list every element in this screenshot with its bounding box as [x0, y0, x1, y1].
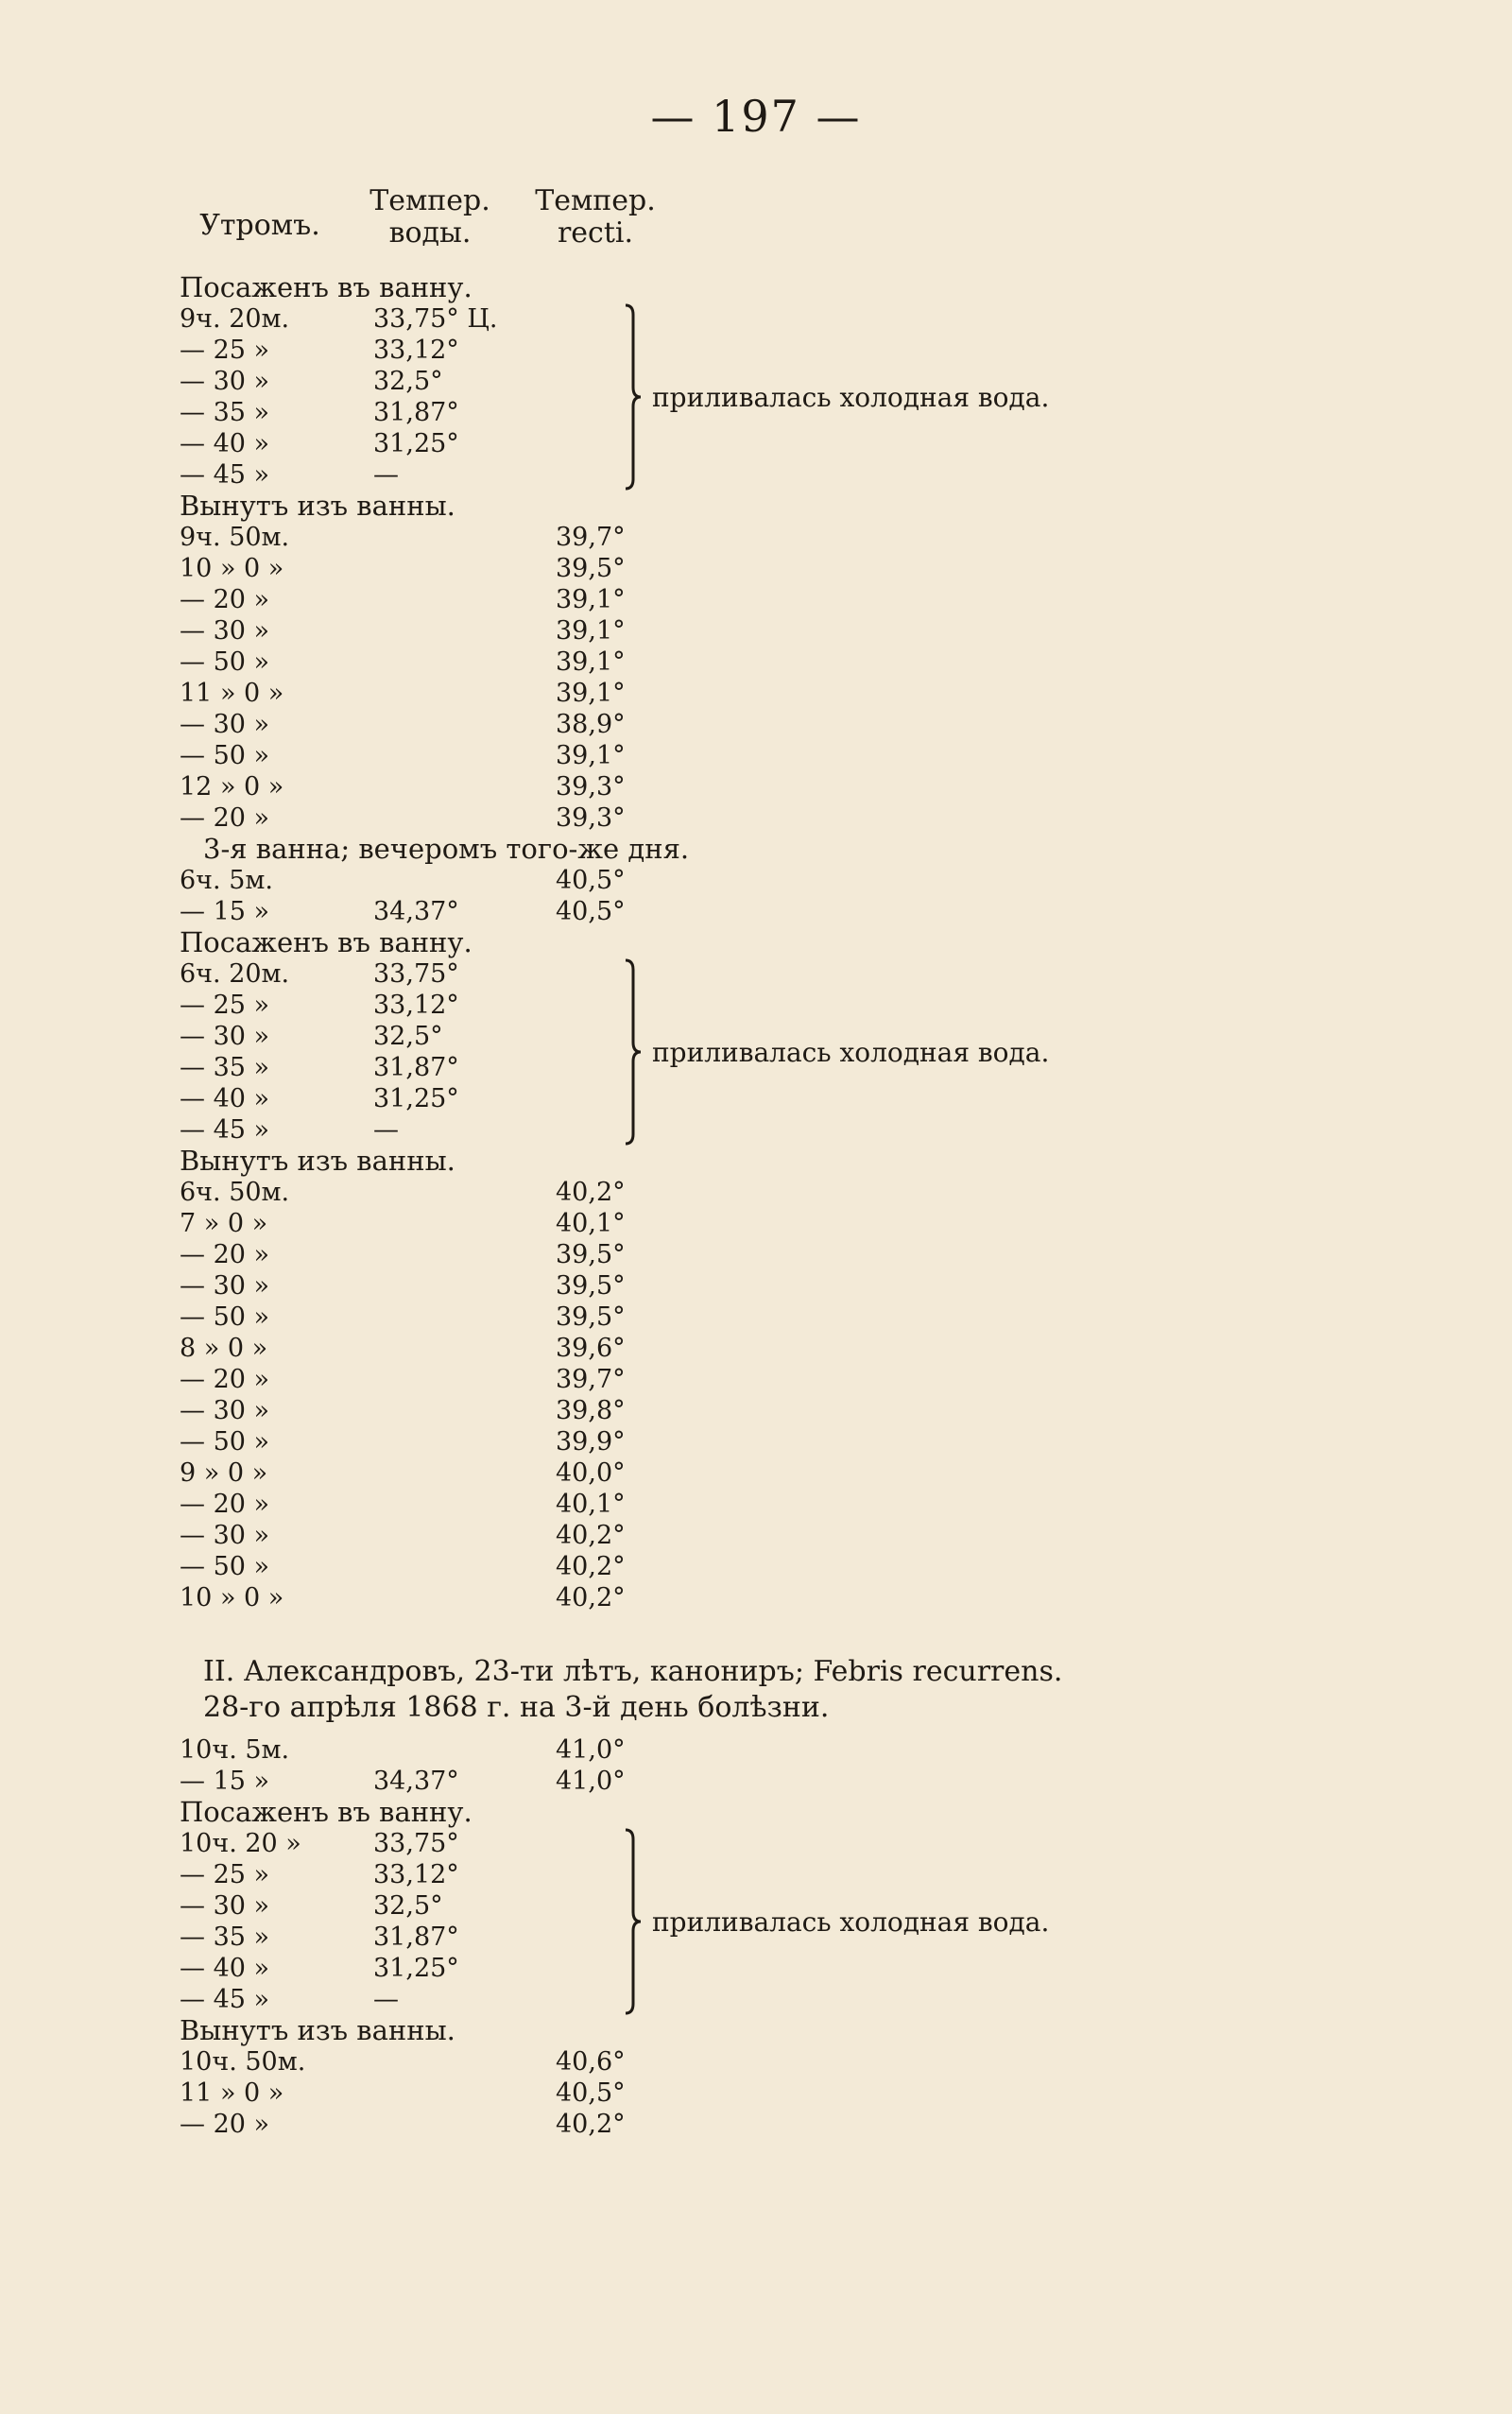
time-cell: — 20 »: [180, 803, 270, 833]
water-temp-cell: 33,12°: [373, 991, 459, 1020]
section-label: Вынутъ изъ ванны.: [180, 2014, 455, 2046]
table-row: [0, 584, 1512, 615]
section-label: Посаженъ въ ванну.: [180, 271, 472, 303]
table-row: [0, 865, 1512, 896]
section-label: Посаженъ въ ванну.: [180, 1796, 472, 1828]
time-cell: — 20 »: [180, 1240, 270, 1269]
water-temp-cell: —: [373, 1985, 399, 2014]
time-cell: — 35 »: [180, 1923, 270, 1952]
body-temp-cell: 40,6°: [556, 2047, 626, 2077]
time-cell: — 20 »: [180, 585, 270, 614]
time-cell: — 25 »: [180, 1860, 270, 1889]
water-temp-cell: 31,25°: [373, 1954, 459, 1983]
table-row: [0, 428, 1512, 459]
body-temp-cell: 39,7°: [556, 523, 626, 552]
table-row: [0, 1828, 1512, 1859]
time-cell: 10 » 0 »: [180, 554, 284, 583]
table-row: [0, 1302, 1512, 1333]
table-row: [0, 1984, 1512, 2015]
time-cell: — 50 »: [180, 1302, 270, 1332]
body-temp-cell: 39,6°: [556, 1334, 626, 1363]
body-temp-cell: 39,1°: [556, 585, 626, 614]
body-temp-cell: 40,2°: [556, 1178, 626, 1207]
body-temp-cell: 38,9°: [556, 710, 626, 739]
time-cell: — 15 »: [180, 897, 270, 926]
time-cell: — 30 »: [180, 367, 270, 396]
time-cell: 9ч. 20м.: [180, 304, 290, 334]
body-temp-cell: 40,2°: [556, 1552, 626, 1581]
bath-note: приливалась холодная вода.: [652, 381, 1050, 413]
time-cell: — 30 »: [180, 1271, 270, 1301]
water-temp-cell: 31,87°: [373, 1923, 459, 1952]
table-row: [0, 647, 1512, 678]
time-cell: 10ч. 5м.: [180, 1735, 290, 1765]
header-water-temp: [359, 185, 501, 250]
time-cell: 6ч. 20м.: [180, 959, 290, 989]
water-temp-cell: 31,25°: [373, 1084, 459, 1113]
table-row: [0, 2078, 1512, 2109]
time-cell: 11 » 0 »: [180, 2078, 284, 2108]
header-morning-text: Утромъ.: [199, 209, 320, 242]
table-row: [0, 1114, 1512, 1146]
time-cell: 8 » 0 »: [180, 1334, 268, 1363]
water-temp-cell: 33,75°: [373, 1829, 459, 1858]
time-cell: — 30 »: [180, 710, 270, 739]
curly-brace: [624, 958, 643, 1146]
bath-note: приливалась холодная вода.: [652, 1036, 1050, 1068]
header-body-line1: Темпер.: [535, 184, 656, 217]
body-temp-cell: 39,5°: [556, 1240, 626, 1269]
body-temp-cell: 39,9°: [556, 1427, 626, 1457]
time-cell: — 20 »: [180, 1365, 270, 1394]
time-cell: 6ч. 5м.: [180, 866, 273, 895]
table-row: [0, 1395, 1512, 1426]
body-temp-cell: 39,8°: [556, 1396, 626, 1425]
header-water-line2: воды.: [388, 216, 472, 250]
time-cell: 7 » 0 »: [180, 1209, 268, 1238]
section-label: 3-я ванна; вечеромъ того-же дня.: [203, 833, 690, 865]
time-cell: 11 » 0 »: [180, 679, 284, 708]
table-row: [0, 958, 1512, 990]
time-cell: 12 » 0 »: [180, 772, 284, 802]
body-temp-cell: 39,5°: [556, 1271, 626, 1301]
time-cell: — 25 »: [180, 336, 270, 365]
page-number: — 197 —: [650, 91, 862, 142]
table-row: [0, 1582, 1512, 1613]
body-temp-cell: 39,1°: [556, 616, 626, 646]
water-temp-cell: 31,87°: [373, 398, 459, 427]
time-cell: — 50 »: [180, 1427, 270, 1457]
table-row: [0, 303, 1512, 335]
table-row: [0, 1457, 1512, 1489]
water-temp-cell: —: [373, 460, 399, 490]
table-row: [0, 896, 1512, 927]
time-cell: — 50 »: [180, 1552, 270, 1581]
table-row: [0, 1426, 1512, 1457]
table-row: [0, 740, 1512, 771]
water-temp-cell: 34,37°: [373, 1767, 459, 1796]
bath-note: приливалась холодная вода.: [652, 1905, 1050, 1938]
body-temp-cell: 40,2°: [556, 2110, 626, 2139]
curly-brace: [624, 1828, 643, 2015]
time-cell: — 30 »: [180, 1891, 270, 1921]
time-cell: — 50 »: [180, 741, 270, 770]
table-row: [0, 335, 1512, 366]
header-morning: [189, 210, 331, 242]
body-temp-cell: 40,5°: [556, 2078, 626, 2108]
case-date: 28-го апрѣля 1868 г. на 3-й день болѣзни.: [203, 1691, 830, 1724]
table-row: [0, 615, 1512, 647]
table-row: [0, 1734, 1512, 1766]
time-cell: 10 » 0 »: [180, 1583, 284, 1612]
table-row: [0, 1953, 1512, 1984]
table-row: [0, 1766, 1512, 1797]
table-row: [0, 1208, 1512, 1239]
water-temp-cell: 33,75°: [373, 959, 459, 989]
water-temp-cell: 33,75° Ц.: [373, 304, 498, 334]
body-temp-cell: 39,1°: [556, 647, 626, 677]
water-temp-cell: 31,25°: [373, 429, 459, 458]
section-label: Вынутъ изъ ванны.: [180, 1145, 455, 1177]
time-cell: — 45 »: [180, 1115, 270, 1145]
header-body-temp: [524, 185, 666, 250]
body-temp-cell: 39,7°: [556, 1365, 626, 1394]
time-cell: — 45 »: [180, 1985, 270, 2014]
table-row: [0, 459, 1512, 491]
body-temp-cell: 40,0°: [556, 1458, 626, 1488]
body-temp-cell: 41,0°: [556, 1767, 626, 1796]
body-temp-cell: 39,3°: [556, 803, 626, 833]
water-temp-cell: 33,12°: [373, 336, 459, 365]
table-row: [0, 522, 1512, 553]
water-temp-cell: 34,37°: [373, 897, 459, 926]
body-temp-cell: 40,1°: [556, 1209, 626, 1238]
table-row: [0, 2046, 1512, 2078]
table-row: [0, 1083, 1512, 1114]
body-temp-cell: 40,5°: [556, 897, 626, 926]
time-cell: 9 » 0 »: [180, 1458, 268, 1488]
body-temp-cell: 40,5°: [556, 866, 626, 895]
body-temp-cell: 39,1°: [556, 741, 626, 770]
time-cell: — 30 »: [180, 1521, 270, 1550]
body-temp-cell: 40,2°: [556, 1521, 626, 1550]
time-cell: — 20 »: [180, 2110, 270, 2139]
water-temp-cell: 31,87°: [373, 1053, 459, 1082]
table-row: [0, 709, 1512, 740]
case-title: II. Александровъ, 23-ти лѣтъ, канониръ; Febris recurrens.: [203, 1655, 1063, 1688]
body-temp-cell: 40,1°: [556, 1490, 626, 1519]
table-row: [0, 1177, 1512, 1208]
body-temp-cell: 41,0°: [556, 1735, 626, 1765]
table-row: [0, 553, 1512, 584]
water-temp-cell: 32,5°: [373, 1022, 443, 1051]
table-row: [0, 2109, 1512, 2140]
time-cell: — 45 »: [180, 460, 270, 490]
body-temp-cell: 39,1°: [556, 679, 626, 708]
section-label: Вынутъ изъ ванны.: [180, 490, 455, 522]
section-label: Посаженъ въ ванну.: [180, 926, 472, 958]
time-cell: — 35 »: [180, 398, 270, 427]
body-temp-cell: 39,5°: [556, 1302, 626, 1332]
water-temp-cell: 32,5°: [373, 367, 443, 396]
table-row: [0, 678, 1512, 709]
header-water-line1: Темпер.: [369, 184, 490, 217]
water-temp-cell: —: [373, 1115, 399, 1145]
table-row: [0, 1239, 1512, 1270]
table-row: [0, 1270, 1512, 1302]
time-cell: — 40 »: [180, 429, 270, 458]
table-row: [0, 1520, 1512, 1551]
time-cell: 6ч. 50м.: [180, 1178, 290, 1207]
time-cell: — 30 »: [180, 616, 270, 646]
time-cell: 10ч. 50м.: [180, 2047, 306, 2077]
water-temp-cell: 32,5°: [373, 1891, 443, 1921]
time-cell: — 50 »: [180, 647, 270, 677]
curly-brace: [624, 303, 643, 491]
time-cell: — 40 »: [180, 1084, 270, 1113]
time-cell: — 40 »: [180, 1954, 270, 1983]
table-row: [0, 802, 1512, 834]
table-row: [0, 1333, 1512, 1364]
table-row: [0, 1859, 1512, 1890]
table-row: [0, 1551, 1512, 1582]
body-temp-cell: 40,2°: [556, 1583, 626, 1612]
time-cell: — 30 »: [180, 1022, 270, 1051]
table-row: [0, 771, 1512, 802]
body-temp-cell: 39,5°: [556, 554, 626, 583]
time-cell: — 20 »: [180, 1490, 270, 1519]
water-temp-cell: 33,12°: [373, 1860, 459, 1889]
time-cell: — 25 »: [180, 991, 270, 1020]
table-row: [0, 1489, 1512, 1520]
header-body-line2: recti.: [557, 216, 634, 250]
body-temp-cell: 39,3°: [556, 772, 626, 802]
table-row: [0, 1364, 1512, 1395]
time-cell: 9ч. 50м.: [180, 523, 290, 552]
time-cell: — 30 »: [180, 1396, 270, 1425]
table-row: [0, 990, 1512, 1021]
time-cell: — 15 »: [180, 1767, 270, 1796]
time-cell: — 35 »: [180, 1053, 270, 1082]
time-cell: 10ч. 20 »: [180, 1829, 301, 1858]
